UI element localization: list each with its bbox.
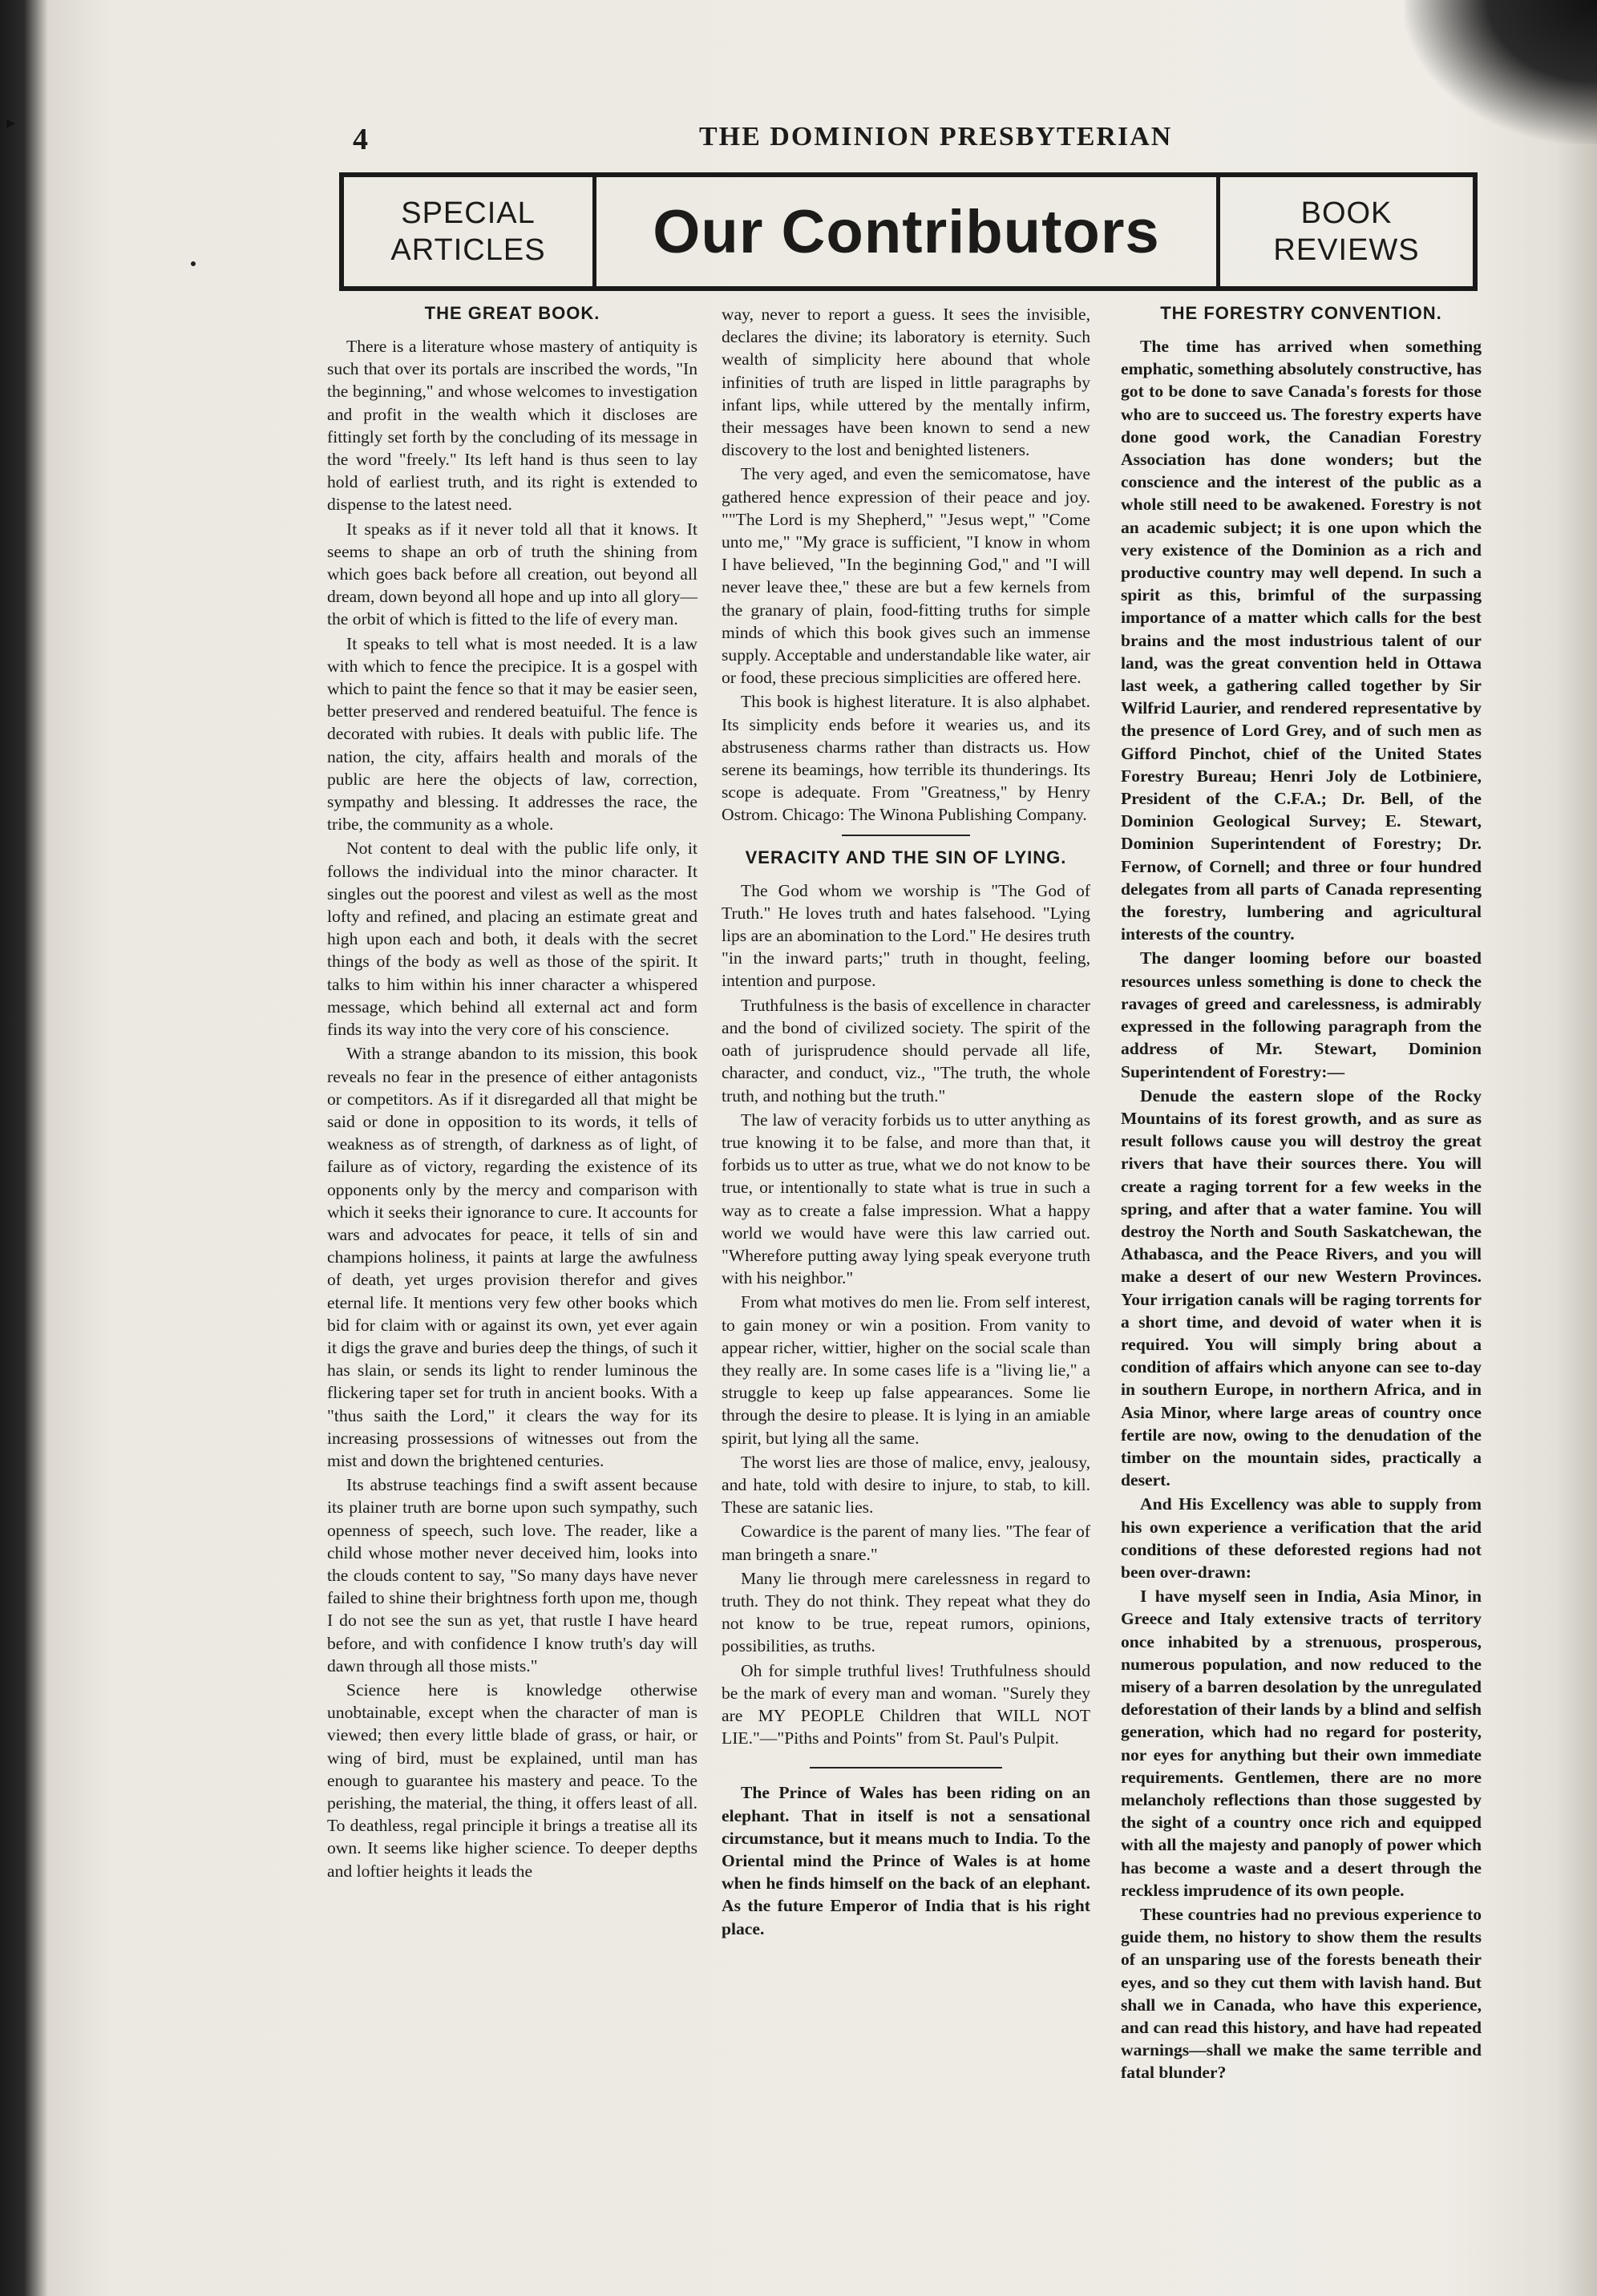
paragraph: The law of veracity forbids us to utter anything as true knowing it to be false, and more than that, it forbids us to utter as true, what we do not know to be true, or intentionally to state what is true in such a way as to create a false impression. What a happy world we would have were this law carried out. "Wherefore putting away lying speak everyone truth with his neighbor." [722,1110,1090,1288]
column-right [1121,303,1482,2086]
paper-title: THE DOMINION PRESBYTERIAN [699,122,1173,152]
banner-left-box [344,177,596,286]
torn-corner [1405,0,1597,144]
paragraph: The worst lies are those of malice, envy, jealousy, and hate, told with desire to injure, to stab, to kill. These are satanic lies. [722,1452,1090,1518]
paragraph: With a strange abandon to its mission, this book reveals no fear in the presence of either antagonists or competitors. As if it disregarded all that might be said or done in opposition to its words, it tells of weakness as of strength, of darkness as of light, of failure as of victory, regarding the existence of its opponents only by the mercy and comparison with which it seeks their ignorance to cure. It accounts for wars and advocates for peace, it tells of sin and champions holiness, it paints at large the awfulness of death, yet urges provision therefor and gives eternal life. It mentions very few other books which bid for claim with or against its own, yet ever again it digs the grave and buries deep the things, of such it has slain, or sends its light to render luminous the flickering taper set for truth in ancient books. With a "thus saith the Lord," it clears the way for its increasing prossessions of witnesses out from the mist and down the brightened centuries. [327,1044,697,1470]
paragraph: These countries had no previous experience to guide them, no history to show them the results of an unsparing use of the forests beneath their eyes, and so they cut them with lavish hand. But shall we in Canada, who have this experience, and can read this history, and have had repeated warnings—shall we make the same terrible and fatal blunder? [1121,1905,1482,2083]
article-title-veracity: VERACITY AND THE SIN OF LYING. [745,847,1067,867]
column-left [327,303,697,1884]
paragraph: I have myself seen in India, Asia Minor, in Greece and Italy extensive tracts of territory once inhabited by a strenuous, prosperous, numerous population, and now reduced to the misery of a barren desolation by the unregulated deforestation of their lands by a blind and selfish generation, which had no regard for posterity, nor eyes for anything but their own immediate requirements. Gentlemen, there are no more melancholy reflections than those suggested by the sight of a country once rich and equipped with all the majesty and panoply of power which has become a waste and a desert through the reckless imprudence of its own people. [1121,1587,1482,1900]
paragraph: Many lie through mere carelessness in regard to truth. They do not think. They repeat what they do not know to be true, repeat rumors, opinions, possibilities, as truths. [722,1568,1090,1656]
margin-speck [191,261,196,266]
banner-left-line1: SPECIAL [401,196,536,230]
paragraph: Truthfulness is the basis of excellence in character and the bond of civilized society. The spirit of the oath of jurisprudence should pervade all life, character, and conduct, viz., "The truth, the whole truth, and nothing but the truth." [722,995,1090,1106]
paragraph: This book is highest literature. It is also alphabet. Its simplicity ends before it wearies us, and its abstruseness charms rather than distracts us. How serene its beamings, how terrible its thunderings. Its scope is adequate. From "Greatness," by Henry Ostrom. Chicago: The Winona Publishing Company. [722,692,1090,825]
page-number: 4 [353,123,368,156]
paragraph: Its abstruse teachings find a swift assent because its plainer truth are borne upon such sympathy, such openness of speech, such love. The reader, like a child whose mother never deceived him, looks into the clouds content to say, "So many days have never failed to shine their brightness forth upon me, though I do not see the sun as yet, that rustle I have heard before, and with confidence I know truth's day will dawn through all those mists." [327,1475,697,1676]
paragraph: The Prince of Wales has been riding on an elephant. That in itself is not a sensational circumstance, but it means much to India. To the Oriental mind the Prince of Wales is at home when he finds himself on the back of an elephant. As the future Emperor of India that is his right place. [722,1783,1090,1938]
paragraph: way, never to report a guess. It sees the invisible, declares the divine; its laboratory is eternity. Such wealth of simplicity here abound that whole infinities of truth are lisped in little paragraphs by infant lips, while uttered by the mentally infirm, their messages have been known to send a new discovery to the lost and benighted listeners. [722,305,1090,460]
banner-right-line1: BOOK [1300,196,1393,230]
article-title-forestry: THE FORESTRY CONVENTION. [1160,303,1442,323]
paragraph: It speaks to tell what is most needed. It is a law with which to fence the precipice. It is a gospel with which to paint the fence so that it may be easier seen, better preserved and rendered beatuiful. The fence is decorated with rubies. It deals with public life. The nation, the city, affairs health and morals of the public are here the objects of law, correction, sympathy and blessing. It addresses the race, the tribe, the community as a whole. [327,633,697,835]
divider [842,835,970,836]
section-banner [339,172,1478,291]
banner-title: Our Contributors [653,197,1160,266]
prince-of-wales-note [722,1781,1090,1939]
banner-right-line2: REVIEWS [1273,233,1420,267]
paragraph: Oh for simple truthful lives! Truthfulness should be the mark of every man and woman. "Surely they are MY PEOPLE Children that WILL NOT LIE."—"Piths and Points" from St. Paul's Pulpit. [722,1660,1090,1748]
paragraph: The God whom we worship is "The God of Truth." He loves truth and hates falsehood. "Lying lips are an abomination to the Lord." He desires truth "in the inward parts;" truth in thought, feeling, intention and purpose. [722,880,1090,991]
paragraph: And His Excellency was able to supply from his own experience a verification that the arid conditions of these deforested regions had not been over-drawn: [1121,1494,1482,1582]
divider [810,1767,1002,1768]
paragraph: There is a literature whose mastery of antiquity is such that over its portals are inscribed the words, "In the beginning," and whose welcomes to investigation and profit in the wealth which it discloses are fittingly set forth by the concluding of its message in the word "freely." Its left hand is thus seen to lay hold of earliest truth, and its right is extended to dispense to the latest need. [327,337,697,515]
paragraph: Cowardice is the parent of many lies. "The fear of man bringeth a snare." [722,1522,1090,1564]
paragraph: It speaks as if it never told all that it knows. It seems to shape an orb of truth the shining from which goes back before all creation, out beyond all dream, down beyond all hope and up into all glory—the orbit of which is fitted to the life of every man. [327,519,697,629]
paragraph: The very aged, and even the semicomatose, have gathered hence expression of their peace and joy. ""The Lord is my Shepherd," "Jesus wept," "Come unto me," "My grace is sufficient, "I know in whom I have believed, "In the beginning God," and "I will never leave thee," these are but a few kernels from the granary of plain, food-fitting truths for simple minds of which this book gives such an immense supply. Acceptable and understandable like water, air or food, these precious simplicities are offered here. [722,464,1090,688]
paragraph: From what motives do men lie. From self interest, to gain money or win a position. From vanity to appear richer, wittier, higher on the social scale than they really are. In some cases life is a "living lie," a struggle to keep up false appearances. Some lie through the desire to please. It is lying in an amiable spirit, but lying all the same. [722,1292,1090,1448]
paragraph: Science here is knowledge otherwise unobtainable, except when the character of man is viewed; then every little blade of grass, or hair, or wing of bird, must be explained, until man has enough to guarantee his mastery and peace. To the perishing, the material, the thing, it offers least of all. To deathless, regal principle it brings a treatise all its own. It seems like higher science. To deeper depths and loftier heights it leads the [327,1680,697,1881]
banner-right-box [1216,177,1473,286]
paragraph: The time has arrived when something emphatic, something absolutely constructive, has got to be done to save Canada's forests for those who are to succeed us. The forestry experts have done good work, the Canadian Forestry Association has done wonders; but the conscience and the interest of the public as a whole still need to be awakened. Forestry is not an academic subject; it is one upon which the very existence of the Dominion as a rich and productive country may well depend. In such a spirit as this, brimful of the surpassing importance of a matter which calls for the best brains and the most industrious talent of our land, was the great convention held in Ottawa last week, a gathering called together by Sir Wilfrid Laurier, and rendered representative by the presence of Lord Grey, and of such men as Gifford Pinchot, chief of the United States Forestry Bureau; Henri Joly de Lotbiniere, President of the C.F.A.; Dr. Bell, of the Dominion Geological Survey; E. Stewart, Dominion Superintendent of Forestry; Dr. Fernow, of Cornell; and three or four hundred delegates from all parts of Canada representing the forestry, lumbering and agricultural interests of the country. [1121,337,1482,944]
paragraph: Not content to deal with the public life only, it follows the individual into the minor character. It singles out the poorest and vilest as well as the most lofty and refined, and placing an estimate great and high upon each and both, it deals with the secret things of the body as well as those of the spirit. It talks to him within his inner character a whispered message, which behind all external act and form finds its way into the very core of his conscience. [327,839,697,1040]
article-title-great-book: THE GREAT BOOK. [424,303,600,323]
column-middle [722,303,1090,1942]
margin-arrow-icon: ▸ [6,112,16,132]
paragraph: The danger looming before our boasted resources unless something is done to check the ravages of greed and carelessness, is admirably expressed in the following paragraph from the address of Mr. Stewart, Dominion Superintendent of Forestry:— [1121,948,1482,1081]
banner-left-line2: ARTICLES [390,233,546,267]
paragraph: Denude the eastern slope of the Rocky Mountains of its forest growth, and as sure as result follows cause you will destroy the great rivers that have their sources there. You will create a raging torrent for a few weeks in the spring, and after that a water famine. You will destroy the North and South Saskatchewan, the Athabasca, and the Peace Rivers, and you will make a desert of our new Western Provinces. Your irrigation canals will be raging torrents for a short time, and devoid of water when it is required. You will simply bring about a condition of affairs which anyone can see to-day in southern Europe, in northern Africa, and in Asia Minor, where large areas of country once fertile are now, owing to the denudation of the timber on the mountain sides, practically a desert. [1121,1085,1482,1490]
